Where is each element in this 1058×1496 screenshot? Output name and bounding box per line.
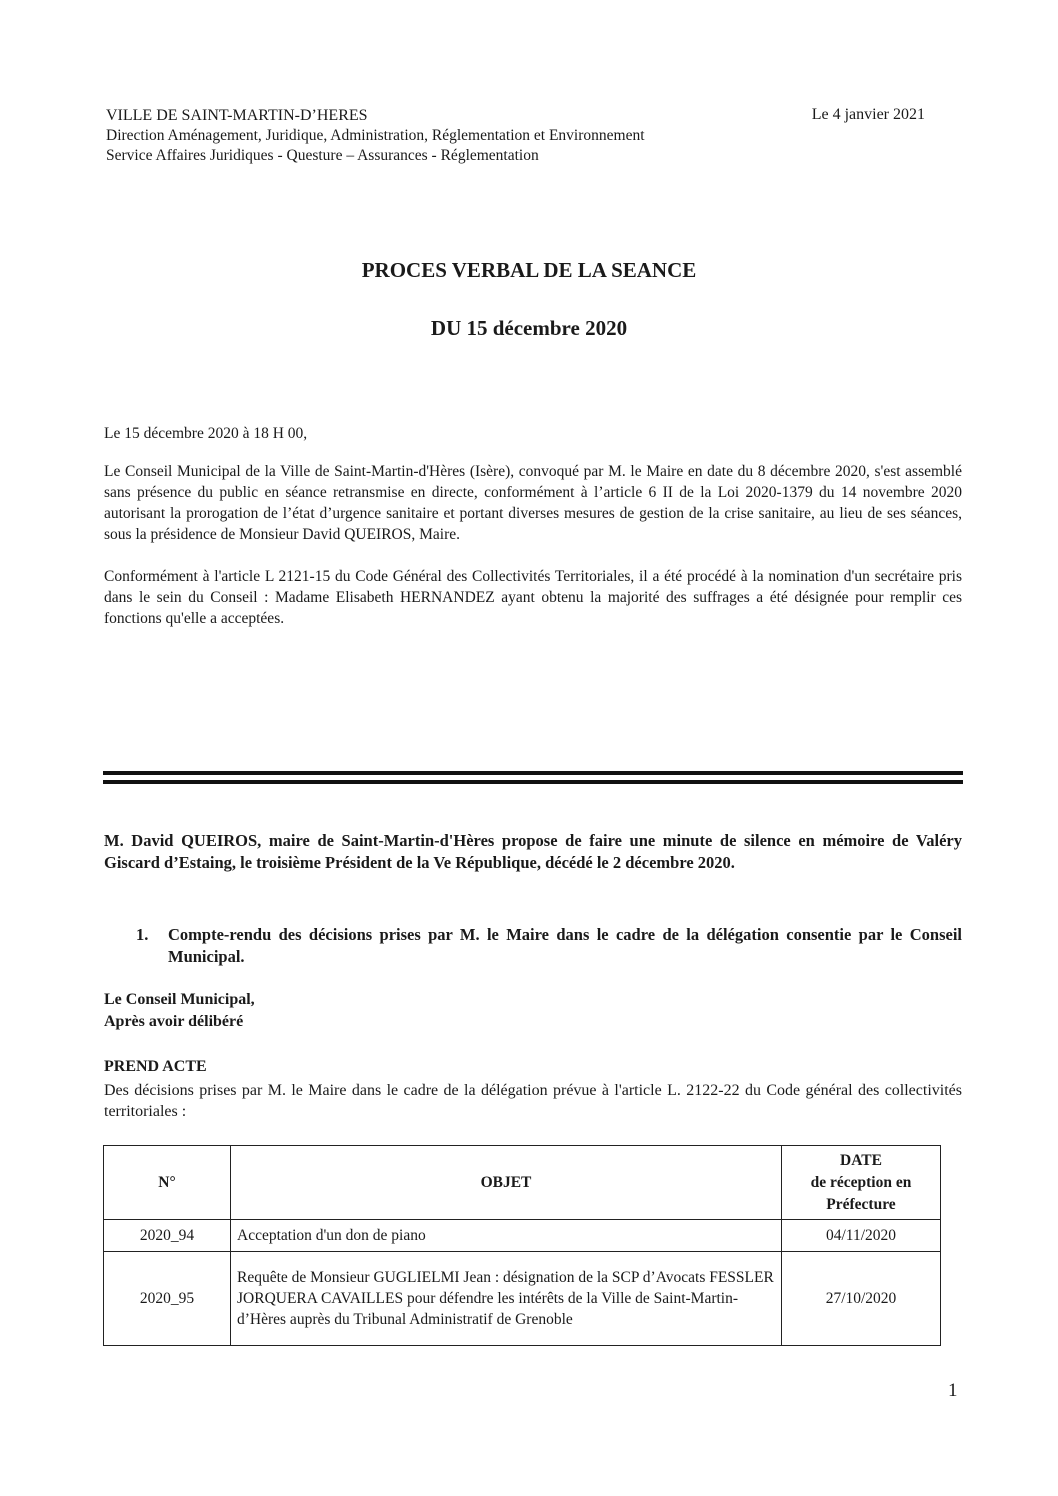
row-objet: Requête de Monsieur GUGLIELMI Jean : désignation de la SCP d’Avocats FESSLER JORQUERA CAVAILLES pour défendre les intérêts de la Ville de Saint-Martin-d’Hères auprès du Tribunal Administratif de Grenoble	[231, 1252, 782, 1346]
header-date-line-3: Préfecture	[826, 1195, 896, 1213]
paragraph-convocation: Le Conseil Municipal de la Ville de Saint-Martin-d'Hères (Isère), convoqué par M. le Maire en date du 8 décembre 2020, s'est assemblé sans présence du public en séance retransmise en directe, conformément à l’article 6 II de la Loi 2020-1379 du 14 novembre 2020 autorisant la prorogation de l’état d’urgence sanitaire et portant diverses mesures de gestion de la crise sanitaire, au lieu de ses séances, sous la présidence de Monsieur David QUEIROS, Maire.	[104, 463, 962, 543]
opening-line: Le 15 décembre 2020 à 18 H 00,	[104, 425, 308, 442]
document-title: PROCES VERBAL DE LA SEANCE	[361, 258, 697, 282]
row-date: 27/10/2020	[782, 1252, 941, 1346]
decisions-table	[103, 1145, 941, 1346]
header-date-line-1: DATE	[840, 1151, 882, 1169]
divider-bottom	[103, 780, 963, 784]
prend-acte-heading: PREND ACTE	[104, 1058, 207, 1075]
header-date	[782, 1146, 941, 1220]
paragraph-secretary: Conformément à l'article L 2121-15 du Code Général des Collectivités Territoriales, il a été procédé à la nomination d'un secrétaire pris dans le sein du Conseil : Madame Elisabeth HERNANDEZ ayant obtenu la majorité des suffrages a été désignée pour remplir ces fonctions qu'elle a acceptées.	[104, 568, 962, 627]
agenda-item-number: 1.	[136, 925, 149, 944]
service-name: Service Affaires Juridiques - Questure – Assurances - Réglementation	[106, 147, 539, 164]
header-num: N°	[104, 1146, 231, 1220]
divider-top	[103, 771, 963, 775]
page-number: 1	[948, 1380, 958, 1401]
row-date: 04/11/2020	[782, 1220, 941, 1252]
table-row	[104, 1220, 941, 1252]
document-subtitle: DU 15 décembre 2020	[430, 316, 628, 340]
header-objet: OBJET	[231, 1146, 782, 1220]
document-date: Le 4 janvier 2021	[811, 106, 925, 123]
agenda-item-text: Compte-rendu des décisions prises par M. le Maire dans le cadre de la délégation consentie par le Conseil Municipal.	[168, 925, 962, 966]
minute-silence-paragraph: M. David QUEIROS, maire de Saint-Martin-d'Hères propose de faire une minute de silence en mémoire de Valéry Giscard d’Estaing, le troisième Président de la Ve République, décédé le 2 décembre 2020.	[104, 831, 962, 872]
agenda-item-1	[136, 924, 962, 968]
row-objet: Acceptation d'un don de piano	[231, 1220, 782, 1252]
council-statement	[104, 989, 255, 1033]
table-row	[104, 1252, 941, 1346]
direction-name: Direction Aménagement, Juridique, Administration, Réglementation et Environnement	[106, 127, 645, 144]
decisions-paragraph: Des décisions prises par M. le Maire dans le cadre de la délégation prévue à l'article L. 2122-22 du Code général des collectivités territoriales :	[104, 1082, 962, 1120]
letterhead	[106, 106, 645, 166]
row-num: 2020_94	[104, 1220, 231, 1252]
council-line-2: Après avoir délibéré	[104, 1013, 244, 1030]
header-date-line-2: de réception en	[810, 1173, 912, 1191]
city-name: VILLE DE SAINT-MARTIN-D’HERES	[106, 107, 368, 124]
row-num: 2020_95	[104, 1252, 231, 1346]
table-header-row	[104, 1146, 941, 1220]
council-line-1: Le Conseil Municipal,	[104, 991, 255, 1008]
